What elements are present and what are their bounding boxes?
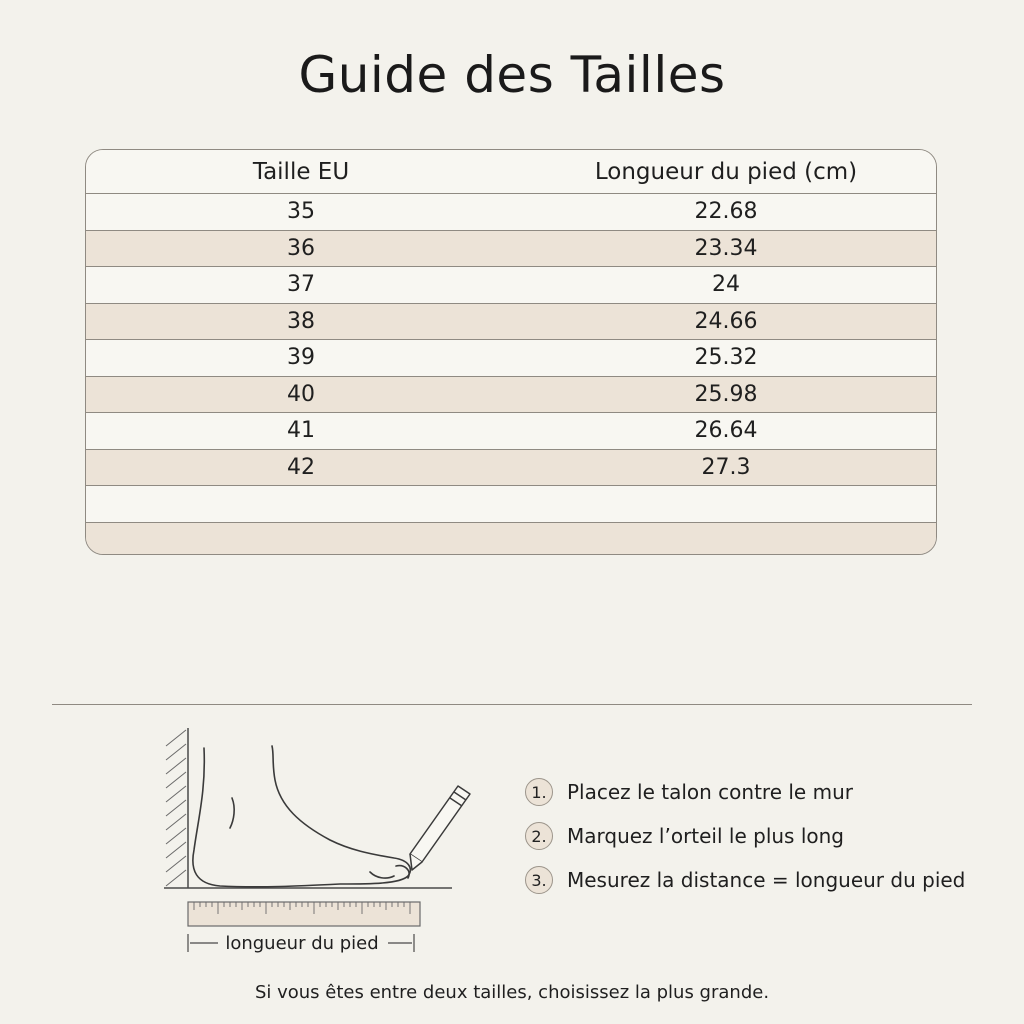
- step-number: 1.: [525, 778, 553, 806]
- ruler-icon: [188, 902, 420, 926]
- section-divider: [52, 704, 972, 705]
- step-text: Placez le talon contre le mur: [567, 780, 853, 804]
- step-text: Mesurez la distance = longueur du pied: [567, 868, 966, 892]
- step-item: [525, 866, 965, 894]
- foot-measure-illustration: [150, 720, 490, 960]
- header-length: Longueur du pied (cm): [594, 158, 858, 185]
- table-row-empty: [86, 522, 936, 556]
- table-row: [86, 230, 936, 267]
- length-cell: 25.98: [694, 381, 758, 407]
- size-cell: 39: [287, 345, 315, 371]
- size-cell: 40: [287, 381, 315, 407]
- step-number: 3.: [525, 866, 553, 894]
- length-cell: 26.64: [694, 418, 758, 444]
- length-cell: 24.66: [694, 308, 758, 334]
- table-row: [86, 376, 936, 413]
- step-item: [525, 822, 844, 850]
- size-cell: 35: [287, 199, 315, 225]
- length-cell: 25.32: [694, 345, 758, 371]
- pencil-icon: [410, 786, 470, 870]
- size-cell: 42: [287, 454, 315, 480]
- table-row: [86, 303, 936, 340]
- wall-icon: [166, 728, 188, 888]
- length-cell: 23.34: [694, 235, 758, 261]
- length-cell: 27.3: [701, 454, 751, 480]
- step-item: [525, 778, 853, 806]
- length-cell: 22.68: [694, 199, 758, 225]
- step-number: 2.: [525, 822, 553, 850]
- size-cell: 41: [287, 418, 315, 444]
- foot-icon: [193, 746, 410, 887]
- table-header-row: [86, 150, 936, 193]
- header-size: Taille EU: [252, 158, 350, 185]
- page-title: Guide des Tailles: [298, 46, 726, 104]
- ruler-label: longueur du pied: [225, 933, 379, 954]
- size-table: [85, 149, 937, 555]
- size-cell: 38: [287, 308, 315, 334]
- table-row: [86, 193, 936, 230]
- table-row: [86, 412, 936, 449]
- table-row: [86, 449, 936, 486]
- size-cell: 36: [287, 235, 315, 261]
- size-cell: 37: [287, 272, 315, 298]
- step-text: Marquez l’orteil le plus long: [567, 824, 844, 848]
- length-cell: 24: [712, 272, 740, 298]
- table-row: [86, 339, 936, 376]
- footnote: Si vous êtes entre deux tailles, choisissez la plus grande.: [254, 982, 770, 1003]
- table-row-empty: [86, 485, 936, 522]
- table-row: [86, 266, 936, 303]
